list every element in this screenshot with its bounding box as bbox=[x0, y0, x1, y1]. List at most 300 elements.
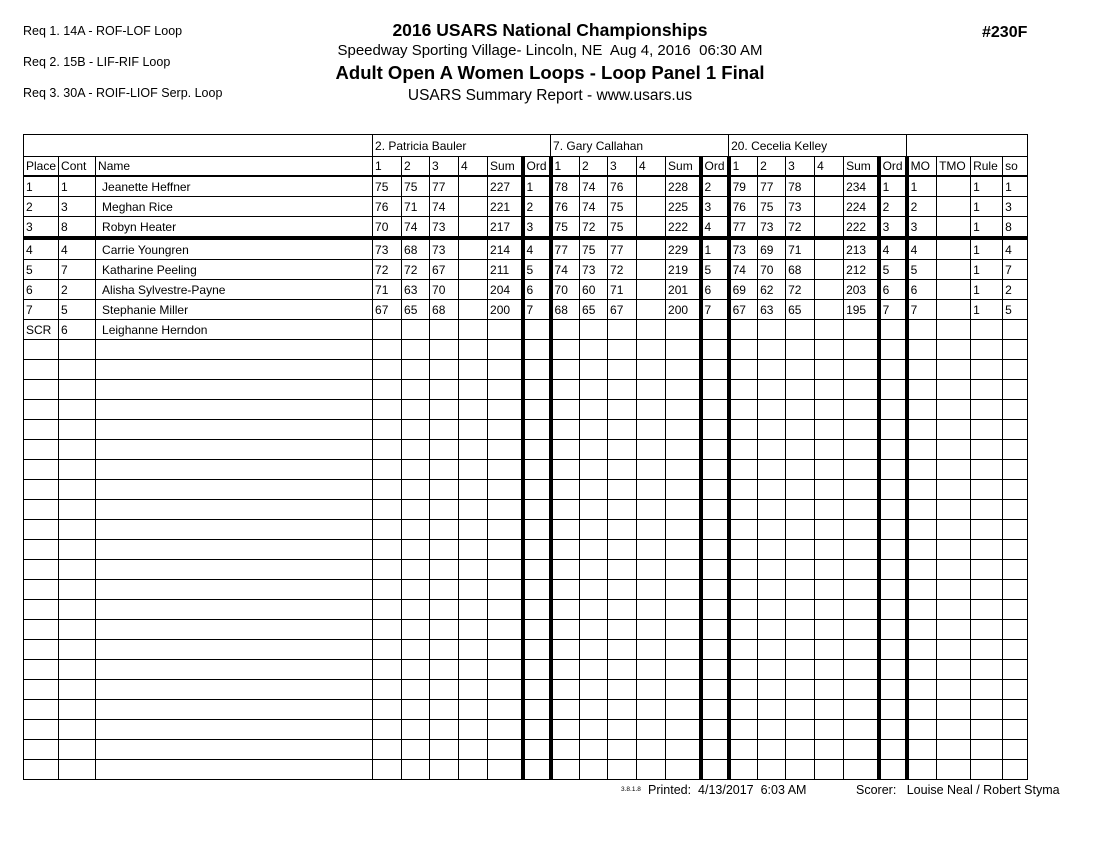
empty-cell bbox=[488, 500, 523, 520]
empty-cell bbox=[96, 340, 373, 360]
empty-cell bbox=[523, 760, 551, 780]
score-cell: 71 bbox=[402, 197, 430, 217]
empty-cell bbox=[701, 480, 729, 500]
empty-cell bbox=[937, 380, 971, 400]
empty-cell bbox=[701, 380, 729, 400]
ord-cell: 1 bbox=[879, 176, 907, 197]
empty-cell bbox=[373, 600, 402, 620]
empty-cell bbox=[373, 660, 402, 680]
sum-cell: 222 bbox=[666, 217, 701, 239]
mo-cell: 2 bbox=[907, 197, 937, 217]
col-header-tmo: TMO bbox=[937, 157, 971, 177]
empty-cell bbox=[937, 440, 971, 460]
empty-cell bbox=[971, 640, 1003, 660]
empty-cell bbox=[488, 680, 523, 700]
ord-cell: 2 bbox=[523, 197, 551, 217]
empty-cell bbox=[666, 700, 701, 720]
empty-cell bbox=[907, 460, 937, 480]
results-table bbox=[23, 134, 1028, 780]
empty-cell bbox=[608, 620, 637, 640]
empty-cell bbox=[523, 440, 551, 460]
sum-cell: 219 bbox=[666, 260, 701, 280]
empty-cell bbox=[815, 520, 844, 540]
sum-cell: 195 bbox=[844, 300, 879, 320]
empty-cell bbox=[1003, 720, 1028, 740]
tmo-cell bbox=[937, 197, 971, 217]
score-cell: 73 bbox=[786, 197, 815, 217]
empty-cell bbox=[608, 580, 637, 600]
empty-cell bbox=[844, 400, 879, 420]
mo-cell: 5 bbox=[907, 260, 937, 280]
place-cell: 5 bbox=[24, 260, 59, 280]
score-cell bbox=[459, 238, 488, 260]
empty-row bbox=[24, 760, 1028, 780]
empty-cell bbox=[786, 360, 815, 380]
empty-cell bbox=[815, 400, 844, 420]
empty-cell bbox=[666, 500, 701, 520]
empty-cell bbox=[844, 580, 879, 600]
empty-cell bbox=[373, 440, 402, 460]
empty-cell bbox=[907, 480, 937, 500]
empty-cell bbox=[59, 640, 96, 660]
empty-cell bbox=[1003, 340, 1028, 360]
ord-cell: 7 bbox=[523, 300, 551, 320]
empty-cell bbox=[580, 500, 608, 520]
empty-cell bbox=[96, 420, 373, 440]
rule-cell bbox=[971, 320, 1003, 340]
empty-row bbox=[24, 420, 1028, 440]
empty-cell bbox=[937, 340, 971, 360]
empty-cell bbox=[523, 400, 551, 420]
empty-cell bbox=[459, 400, 488, 420]
empty-cell bbox=[637, 680, 666, 700]
empty-cell bbox=[637, 700, 666, 720]
empty-cell bbox=[59, 420, 96, 440]
empty-cell bbox=[637, 620, 666, 640]
empty-cell bbox=[523, 560, 551, 580]
score-cell bbox=[430, 320, 459, 340]
requirement-2: Req 2. 15B - LIF-RIF Loop bbox=[23, 55, 171, 69]
rule-cell: 1 bbox=[971, 197, 1003, 217]
empty-cell bbox=[402, 560, 430, 580]
empty-cell bbox=[937, 400, 971, 420]
score-cell: 67 bbox=[430, 260, 459, 280]
score-cell: 71 bbox=[608, 280, 637, 300]
empty-cell bbox=[24, 600, 59, 620]
col-header-j2-ord: Ord bbox=[701, 157, 729, 177]
score-cell bbox=[459, 260, 488, 280]
score-cell: 77 bbox=[551, 238, 580, 260]
empty-cell bbox=[608, 680, 637, 700]
empty-cell bbox=[551, 720, 580, 740]
empty-cell bbox=[937, 500, 971, 520]
name-cell: Stephanie Miller bbox=[96, 300, 373, 320]
empty-cell bbox=[937, 360, 971, 380]
col-header-name: Name bbox=[96, 157, 373, 177]
empty-cell bbox=[430, 440, 459, 460]
empty-cell bbox=[701, 600, 729, 620]
empty-cell bbox=[907, 580, 937, 600]
empty-cell bbox=[844, 340, 879, 360]
empty-cell bbox=[729, 760, 758, 780]
empty-cell bbox=[1003, 540, 1028, 560]
empty-cell bbox=[701, 440, 729, 460]
empty-cell bbox=[971, 580, 1003, 600]
name-cell: Robyn Heater bbox=[96, 217, 373, 239]
sum-cell bbox=[488, 320, 523, 340]
score-cell: 68 bbox=[551, 300, 580, 320]
empty-cell bbox=[1003, 680, 1028, 700]
place-cell: 1 bbox=[24, 176, 59, 197]
empty-cell bbox=[523, 360, 551, 380]
empty-row bbox=[24, 340, 1028, 360]
empty-cell bbox=[815, 600, 844, 620]
empty-cell bbox=[523, 600, 551, 620]
empty-cell bbox=[786, 600, 815, 620]
ord-cell bbox=[701, 320, 729, 340]
empty-cell bbox=[758, 520, 786, 540]
empty-cell bbox=[430, 680, 459, 700]
empty-cell bbox=[459, 620, 488, 640]
score-cell: 75 bbox=[580, 238, 608, 260]
ord-cell: 3 bbox=[701, 197, 729, 217]
table-row bbox=[24, 280, 1028, 300]
score-cell: 76 bbox=[729, 197, 758, 217]
empty-cell bbox=[488, 580, 523, 600]
judge-row-spacer-right bbox=[907, 135, 1028, 157]
empty-cell bbox=[637, 460, 666, 480]
empty-cell bbox=[580, 580, 608, 600]
empty-cell bbox=[666, 420, 701, 440]
empty-cell bbox=[701, 420, 729, 440]
rule-cell: 1 bbox=[971, 238, 1003, 260]
empty-cell bbox=[488, 700, 523, 720]
empty-cell bbox=[1003, 620, 1028, 640]
empty-cell bbox=[701, 500, 729, 520]
empty-cell bbox=[637, 440, 666, 460]
mo-cell: 6 bbox=[907, 280, 937, 300]
empty-cell bbox=[24, 660, 59, 680]
empty-cell bbox=[96, 620, 373, 640]
empty-row bbox=[24, 540, 1028, 560]
empty-cell bbox=[96, 660, 373, 680]
sum-cell: 222 bbox=[844, 217, 879, 239]
sum-cell: 200 bbox=[666, 300, 701, 320]
empty-cell bbox=[59, 700, 96, 720]
tmo-cell bbox=[937, 320, 971, 340]
empty-row bbox=[24, 480, 1028, 500]
empty-cell bbox=[24, 460, 59, 480]
sum-cell: 221 bbox=[488, 197, 523, 217]
championship-title: 2016 USARS National Championships bbox=[392, 20, 708, 40]
col-header-j2-sum: Sum bbox=[666, 157, 701, 177]
empty-row bbox=[24, 500, 1028, 520]
ord-cell: 7 bbox=[701, 300, 729, 320]
score-cell bbox=[637, 176, 666, 197]
empty-cell bbox=[523, 340, 551, 360]
empty-cell bbox=[1003, 400, 1028, 420]
col-header-j3-sum: Sum bbox=[844, 157, 879, 177]
empty-cell bbox=[937, 560, 971, 580]
empty-cell bbox=[879, 640, 907, 660]
empty-cell bbox=[758, 360, 786, 380]
empty-cell bbox=[666, 600, 701, 620]
empty-cell bbox=[907, 720, 937, 740]
empty-cell bbox=[96, 500, 373, 520]
empty-cell bbox=[59, 380, 96, 400]
col-header-j3-4: 4 bbox=[815, 157, 844, 177]
empty-cell bbox=[937, 660, 971, 680]
empty-row bbox=[24, 620, 1028, 640]
empty-cell bbox=[96, 440, 373, 460]
empty-cell bbox=[701, 340, 729, 360]
empty-cell bbox=[373, 420, 402, 440]
empty-cell bbox=[59, 680, 96, 700]
empty-cell bbox=[459, 740, 488, 760]
empty-cell bbox=[907, 500, 937, 520]
empty-cell bbox=[96, 400, 373, 420]
empty-cell bbox=[523, 620, 551, 640]
empty-cell bbox=[459, 500, 488, 520]
empty-cell bbox=[373, 560, 402, 580]
empty-cell bbox=[637, 600, 666, 620]
empty-cell bbox=[701, 580, 729, 600]
empty-cell bbox=[937, 680, 971, 700]
empty-cell bbox=[608, 760, 637, 780]
empty-cell bbox=[551, 580, 580, 600]
empty-cell bbox=[488, 520, 523, 540]
rule-cell: 1 bbox=[971, 176, 1003, 197]
score-cell: 62 bbox=[758, 280, 786, 300]
empty-cell bbox=[937, 720, 971, 740]
report-header bbox=[0, 20, 1100, 107]
ord-cell: 1 bbox=[701, 238, 729, 260]
empty-cell bbox=[701, 700, 729, 720]
score-cell: 72 bbox=[786, 217, 815, 239]
rule-cell: 1 bbox=[971, 217, 1003, 239]
empty-cell bbox=[666, 540, 701, 560]
empty-cell bbox=[523, 580, 551, 600]
empty-cell bbox=[844, 720, 879, 740]
empty-cell bbox=[59, 720, 96, 740]
empty-cell bbox=[24, 360, 59, 380]
empty-cell bbox=[430, 500, 459, 520]
score-cell bbox=[815, 197, 844, 217]
results-table-body bbox=[24, 135, 1028, 780]
empty-cell bbox=[1003, 360, 1028, 380]
so-cell: 5 bbox=[1003, 300, 1028, 320]
empty-cell bbox=[937, 460, 971, 480]
empty-cell bbox=[937, 540, 971, 560]
score-cell: 77 bbox=[608, 238, 637, 260]
score-cell bbox=[637, 280, 666, 300]
empty-cell bbox=[758, 380, 786, 400]
judge-row-spacer-left bbox=[24, 135, 373, 157]
empty-cell bbox=[729, 520, 758, 540]
empty-cell bbox=[96, 380, 373, 400]
empty-cell bbox=[729, 380, 758, 400]
col-header-j2-4: 4 bbox=[637, 157, 666, 177]
score-cell: 71 bbox=[786, 238, 815, 260]
empty-cell bbox=[59, 660, 96, 680]
ord-cell: 2 bbox=[879, 197, 907, 217]
empty-cell bbox=[430, 540, 459, 560]
empty-cell bbox=[402, 480, 430, 500]
score-cell: 74 bbox=[580, 176, 608, 197]
table-row bbox=[24, 238, 1028, 260]
ord-cell: 2 bbox=[701, 176, 729, 197]
score-cell: 65 bbox=[580, 300, 608, 320]
empty-cell bbox=[844, 760, 879, 780]
empty-cell bbox=[608, 740, 637, 760]
empty-cell bbox=[96, 460, 373, 480]
empty-cell bbox=[729, 340, 758, 360]
empty-cell bbox=[59, 540, 96, 560]
empty-cell bbox=[551, 760, 580, 780]
empty-cell bbox=[815, 360, 844, 380]
place-cell: 3 bbox=[24, 217, 59, 239]
score-cell: 72 bbox=[373, 260, 402, 280]
empty-cell bbox=[907, 520, 937, 540]
empty-cell bbox=[59, 600, 96, 620]
empty-cell bbox=[59, 500, 96, 520]
empty-cell bbox=[580, 520, 608, 540]
place-cell: 6 bbox=[24, 280, 59, 300]
printed-timestamp: Printed: 4/13/2017 6:03 AM bbox=[648, 783, 807, 797]
sum-cell: 234 bbox=[844, 176, 879, 197]
empty-cell bbox=[96, 680, 373, 700]
score-cell: 69 bbox=[729, 280, 758, 300]
empty-cell bbox=[879, 360, 907, 380]
empty-cell bbox=[758, 480, 786, 500]
name-cell: Carrie Youngren bbox=[96, 238, 373, 260]
empty-cell bbox=[523, 660, 551, 680]
empty-cell bbox=[815, 660, 844, 680]
score-cell bbox=[551, 320, 580, 340]
ord-cell bbox=[879, 320, 907, 340]
empty-cell bbox=[430, 400, 459, 420]
empty-cell bbox=[637, 580, 666, 600]
col-header-j3-ord: Ord bbox=[879, 157, 907, 177]
empty-cell bbox=[786, 380, 815, 400]
empty-cell bbox=[815, 380, 844, 400]
score-cell bbox=[758, 320, 786, 340]
score-cell: 65 bbox=[402, 300, 430, 320]
empty-cell bbox=[1003, 760, 1028, 780]
empty-cell bbox=[879, 480, 907, 500]
empty-cell bbox=[59, 520, 96, 540]
empty-cell bbox=[608, 380, 637, 400]
empty-cell bbox=[24, 480, 59, 500]
empty-cell bbox=[879, 660, 907, 680]
empty-cell bbox=[815, 580, 844, 600]
empty-cell bbox=[815, 760, 844, 780]
empty-cell bbox=[815, 500, 844, 520]
score-cell: 77 bbox=[430, 176, 459, 197]
empty-cell bbox=[430, 640, 459, 660]
judge-name-1: 2. Patricia Bauler bbox=[373, 135, 551, 157]
empty-cell bbox=[971, 740, 1003, 760]
empty-cell bbox=[430, 700, 459, 720]
empty-cell bbox=[666, 740, 701, 760]
empty-cell bbox=[879, 600, 907, 620]
empty-row bbox=[24, 400, 1028, 420]
score-cell bbox=[459, 300, 488, 320]
sum-cell bbox=[844, 320, 879, 340]
empty-cell bbox=[373, 760, 402, 780]
empty-cell bbox=[786, 420, 815, 440]
score-cell: 70 bbox=[551, 280, 580, 300]
empty-cell bbox=[459, 580, 488, 600]
empty-cell bbox=[24, 760, 59, 780]
score-cell: 74 bbox=[551, 260, 580, 280]
empty-cell bbox=[879, 420, 907, 440]
score-cell: 73 bbox=[430, 217, 459, 239]
empty-row bbox=[24, 460, 1028, 480]
tmo-cell bbox=[937, 300, 971, 320]
empty-cell bbox=[637, 480, 666, 500]
empty-row bbox=[24, 640, 1028, 660]
score-cell bbox=[637, 238, 666, 260]
score-cell bbox=[815, 300, 844, 320]
sum-cell: 211 bbox=[488, 260, 523, 280]
empty-cell bbox=[971, 600, 1003, 620]
tmo-cell bbox=[937, 217, 971, 239]
score-cell: 75 bbox=[402, 176, 430, 197]
empty-cell bbox=[729, 680, 758, 700]
so-cell: 7 bbox=[1003, 260, 1028, 280]
name-cell: Alisha Sylvestre-Payne bbox=[96, 280, 373, 300]
empty-cell bbox=[815, 560, 844, 580]
empty-cell bbox=[815, 540, 844, 560]
empty-cell bbox=[729, 560, 758, 580]
score-cell: 78 bbox=[786, 176, 815, 197]
tmo-cell bbox=[937, 280, 971, 300]
empty-cell bbox=[488, 620, 523, 640]
score-cell: 75 bbox=[373, 176, 402, 197]
empty-cell bbox=[758, 560, 786, 580]
empty-cell bbox=[608, 540, 637, 560]
empty-cell bbox=[402, 720, 430, 740]
score-cell: 74 bbox=[430, 197, 459, 217]
col-header-j1-1: 1 bbox=[373, 157, 402, 177]
empty-cell bbox=[430, 340, 459, 360]
empty-cell bbox=[637, 660, 666, 680]
empty-cell bbox=[879, 500, 907, 520]
empty-cell bbox=[459, 560, 488, 580]
score-cell bbox=[637, 217, 666, 239]
empty-cell bbox=[729, 460, 758, 480]
empty-cell bbox=[96, 740, 373, 760]
empty-cell bbox=[1003, 380, 1028, 400]
empty-cell bbox=[786, 680, 815, 700]
ord-cell: 6 bbox=[879, 280, 907, 300]
empty-cell bbox=[879, 340, 907, 360]
table-row bbox=[24, 197, 1028, 217]
empty-cell bbox=[402, 640, 430, 660]
score-cell bbox=[815, 176, 844, 197]
empty-cell bbox=[402, 500, 430, 520]
empty-cell bbox=[758, 540, 786, 560]
empty-cell bbox=[971, 440, 1003, 460]
empty-cell bbox=[24, 700, 59, 720]
empty-cell bbox=[580, 400, 608, 420]
empty-cell bbox=[1003, 480, 1028, 500]
empty-cell bbox=[879, 700, 907, 720]
empty-cell bbox=[488, 340, 523, 360]
empty-cell bbox=[551, 380, 580, 400]
empty-cell bbox=[59, 480, 96, 500]
